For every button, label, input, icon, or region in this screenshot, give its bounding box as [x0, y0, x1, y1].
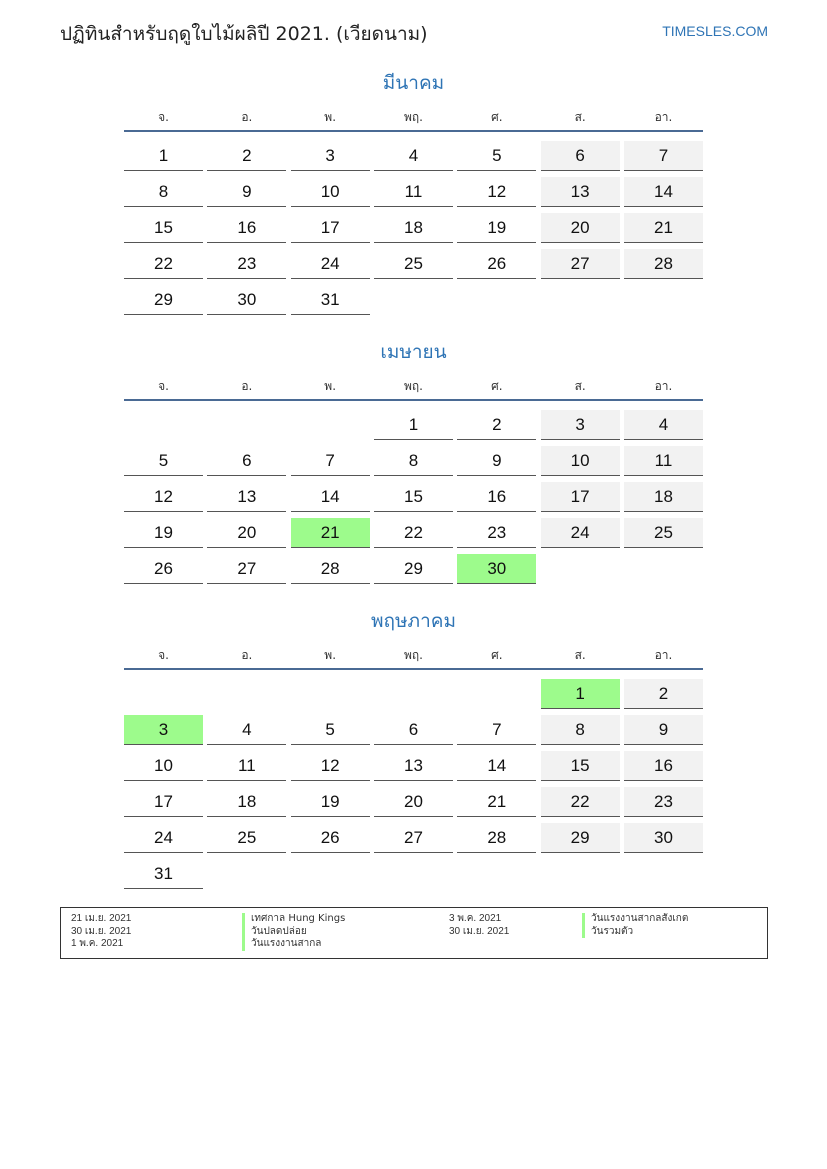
day-cell: 25 [374, 249, 453, 279]
day-cell: 9 [457, 446, 536, 476]
day-cell: 2 [457, 410, 536, 440]
weekday-label: พ. [324, 379, 337, 393]
legend-date: 3 พ.ค. 2021 [449, 913, 502, 924]
day-cell: 19 [291, 787, 370, 817]
legend-holiday-name: วันแรงงานสากลสังเกต [582, 913, 688, 926]
empty-cell [457, 679, 536, 708]
legend-date: 30 เม.ย. 2021 [71, 925, 132, 937]
header-divider [124, 130, 703, 132]
holiday-legend [60, 907, 768, 959]
empty-cell [457, 859, 536, 888]
day-cell: 30 [457, 554, 536, 584]
legend-holiday-name: วันรวมตัว [582, 926, 688, 939]
day-cell: 1 [374, 410, 453, 440]
day-grid [124, 410, 703, 584]
empty-cell [207, 679, 286, 708]
weekday-label: ส. [574, 110, 586, 124]
day-cell: 31 [291, 285, 370, 315]
day-cell: 29 [124, 285, 203, 315]
day-cell: 5 [291, 715, 370, 745]
day-cell: 27 [374, 823, 453, 853]
day-cell: 2 [624, 679, 703, 709]
day-cell: 18 [374, 213, 453, 243]
day-cell: 26 [124, 554, 203, 584]
weekday-label: จ. [158, 648, 169, 662]
empty-cell [124, 410, 203, 439]
day-cell: 8 [374, 446, 453, 476]
day-cell: 5 [457, 141, 536, 171]
day-cell: 24 [124, 823, 203, 853]
day-cell: 2 [207, 141, 286, 171]
day-cell: 21 [291, 518, 370, 548]
day-cell: 14 [624, 177, 703, 207]
day-cell: 28 [291, 554, 370, 584]
day-cell: 20 [541, 213, 620, 243]
day-cell: 6 [374, 715, 453, 745]
day-cell: 23 [457, 518, 536, 548]
day-cell: 23 [624, 787, 703, 817]
day-cell: 21 [457, 787, 536, 817]
month-march [124, 71, 703, 315]
day-cell: 11 [207, 751, 286, 781]
weekday-label: อ. [241, 648, 253, 662]
day-cell: 10 [124, 751, 203, 781]
day-cell: 8 [124, 177, 203, 207]
month-title: พฤษภาคม [371, 610, 456, 632]
weekday-label: ศ. [491, 110, 503, 124]
day-cell: 19 [124, 518, 203, 548]
day-cell: 16 [457, 482, 536, 512]
day-cell: 10 [541, 446, 620, 476]
day-grid [124, 679, 703, 889]
empty-cell [541, 285, 620, 314]
day-cell: 13 [374, 751, 453, 781]
weekday-label: ส. [574, 648, 586, 662]
day-cell: 14 [457, 751, 536, 781]
header-divider [124, 668, 703, 670]
empty-cell [124, 679, 203, 708]
day-cell: 4 [624, 410, 703, 440]
day-cell: 27 [207, 554, 286, 584]
legend-date: 21 เม.ย. 2021 [71, 913, 132, 924]
legend-date: 1 พ.ค. 2021 [71, 938, 124, 949]
month-april [124, 340, 703, 584]
day-cell: 22 [541, 787, 620, 817]
weekday-label: พ. [324, 648, 337, 662]
day-cell: 4 [374, 141, 453, 171]
day-cell: 29 [541, 823, 620, 853]
empty-cell [541, 554, 620, 583]
day-cell: 3 [541, 410, 620, 440]
day-cell: 28 [624, 249, 703, 279]
day-cell: 7 [457, 715, 536, 745]
day-cell: 23 [207, 249, 286, 279]
day-cell: 8 [541, 715, 620, 745]
day-cell: 3 [124, 715, 203, 745]
weekday-label: ส. [574, 379, 586, 393]
day-cell: 6 [207, 446, 286, 476]
month-title: เมษายน [380, 341, 447, 363]
day-cell: 13 [541, 177, 620, 207]
empty-cell [374, 859, 453, 888]
day-cell: 25 [207, 823, 286, 853]
day-cell: 18 [207, 787, 286, 817]
legend-names-right [582, 913, 688, 938]
month-may [124, 609, 703, 889]
day-cell: 31 [124, 859, 203, 889]
day-cell: 7 [291, 446, 370, 476]
empty-cell [374, 285, 453, 314]
weekday-label: พฤ. [403, 379, 423, 393]
day-cell: 20 [374, 787, 453, 817]
day-cell: 18 [624, 482, 703, 512]
day-cell: 5 [124, 446, 203, 476]
weekday-label: พฤ. [403, 110, 423, 124]
day-cell: 17 [124, 787, 203, 817]
month-title: มีนาคม [382, 72, 445, 94]
day-cell: 26 [291, 823, 370, 853]
day-cell: 15 [541, 751, 620, 781]
day-cell: 26 [457, 249, 536, 279]
day-cell: 24 [291, 249, 370, 279]
legend-holiday-name: วันปลดปล่อย [242, 926, 345, 939]
weekday-label: จ. [158, 110, 169, 124]
weekday-label: อา. [654, 379, 673, 393]
day-cell: 30 [624, 823, 703, 853]
day-cell: 1 [541, 679, 620, 709]
day-cell: 9 [624, 715, 703, 745]
day-cell: 25 [624, 518, 703, 548]
weekday-label: ศ. [491, 648, 503, 662]
day-cell: 20 [207, 518, 286, 548]
weekday-header [124, 107, 703, 129]
day-cell: 17 [541, 482, 620, 512]
empty-cell [291, 679, 370, 708]
weekday-label: พฤ. [403, 648, 423, 662]
site-link[interactable]: TIMESLES.COM [662, 23, 768, 39]
empty-cell [207, 859, 286, 888]
day-cell: 6 [541, 141, 620, 171]
day-cell: 22 [374, 518, 453, 548]
day-cell: 11 [624, 446, 703, 476]
weekday-label: พ. [324, 110, 337, 124]
empty-cell [624, 554, 703, 583]
weekday-label: ศ. [491, 379, 503, 393]
day-cell: 16 [624, 751, 703, 781]
day-grid [124, 141, 703, 315]
day-cell: 27 [541, 249, 620, 279]
weekday-header [124, 376, 703, 398]
header-divider [124, 399, 703, 401]
day-cell: 28 [457, 823, 536, 853]
day-cell: 12 [291, 751, 370, 781]
empty-cell [291, 410, 370, 439]
day-cell: 30 [207, 285, 286, 315]
legend-dates-left [71, 913, 131, 951]
weekday-label: อ. [241, 110, 253, 124]
legend-holiday-name: เทศกาล Hung Kings [242, 913, 345, 926]
weekday-header [124, 645, 703, 667]
day-cell: 13 [207, 482, 286, 512]
legend-names-left [242, 913, 345, 951]
day-cell: 9 [207, 177, 286, 207]
day-cell: 21 [624, 213, 703, 243]
empty-cell [291, 859, 370, 888]
day-cell: 19 [457, 213, 536, 243]
weekday-label: จ. [158, 379, 169, 393]
empty-cell [541, 859, 620, 888]
day-cell: 1 [124, 141, 203, 171]
legend-holiday-name: วันแรงงานสากล [242, 938, 345, 951]
day-cell: 24 [541, 518, 620, 548]
day-cell: 16 [207, 213, 286, 243]
day-cell: 11 [374, 177, 453, 207]
empty-cell [207, 410, 286, 439]
empty-cell [624, 285, 703, 314]
day-cell: 4 [207, 715, 286, 745]
day-cell: 17 [291, 213, 370, 243]
day-cell: 7 [624, 141, 703, 171]
weekday-label: อา. [654, 110, 673, 124]
page-title: ปฏิทินสำหรับฤดูใบไม้ผลิปี 2021. (เวียดนาม) [60, 23, 428, 45]
weekday-label: อา. [654, 648, 673, 662]
day-cell: 10 [291, 177, 370, 207]
day-cell: 29 [374, 554, 453, 584]
day-cell: 3 [291, 141, 370, 171]
empty-cell [374, 679, 453, 708]
weekday-label: อ. [241, 379, 253, 393]
empty-cell [624, 859, 703, 888]
day-cell: 14 [291, 482, 370, 512]
empty-cell [457, 285, 536, 314]
day-cell: 12 [457, 177, 536, 207]
day-cell: 22 [124, 249, 203, 279]
day-cell: 15 [374, 482, 453, 512]
legend-dates-right [449, 913, 509, 938]
day-cell: 12 [124, 482, 203, 512]
day-cell: 15 [124, 213, 203, 243]
legend-date: 30 เม.ย. 2021 [449, 925, 510, 937]
